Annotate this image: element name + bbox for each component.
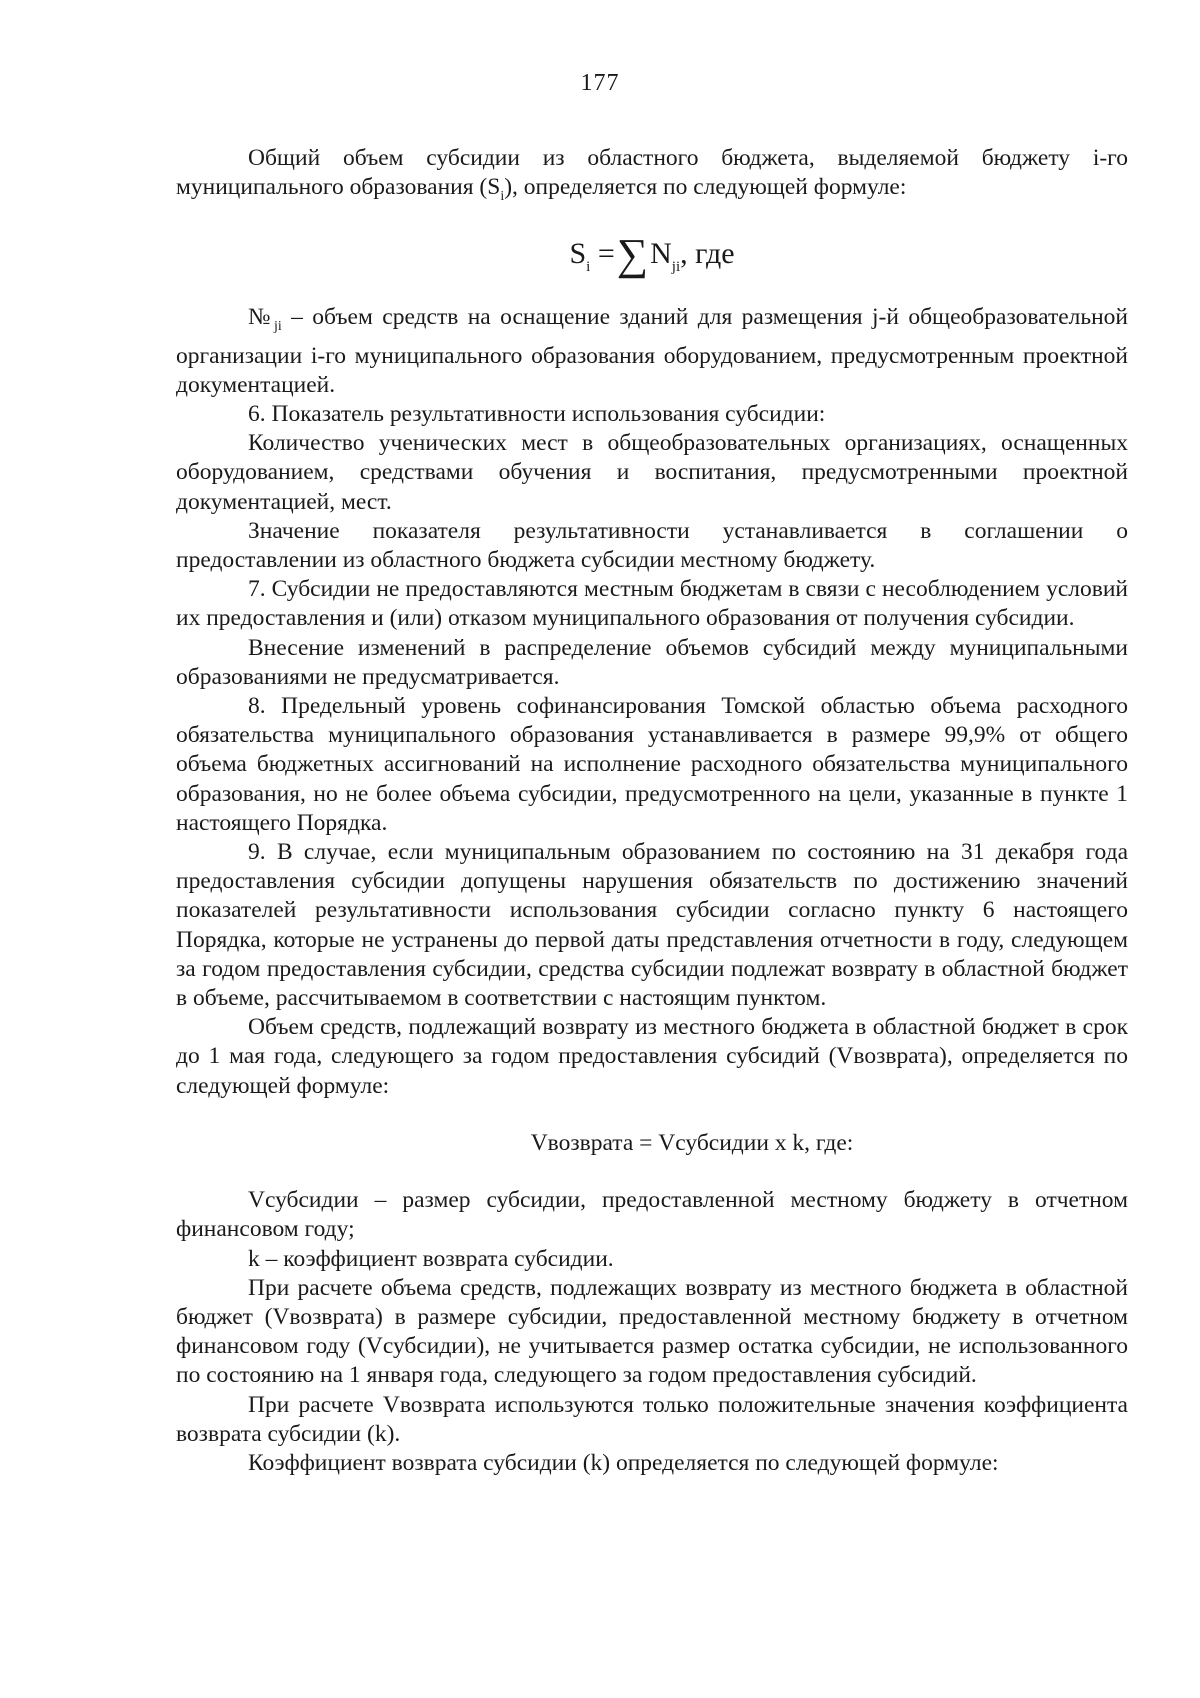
paragraph-text: ), определяется по следующей формуле: xyxy=(504,174,907,201)
paragraph-return-volume: Объем средств, подлежащий возврату из местного бюджета в областной бюджет в срок до 1 мая года, следующего за годом предоставления субсидий (Vвозврата), определяется по следующей формуле: xyxy=(176,1014,1128,1099)
formula-lhs: S xyxy=(569,237,587,271)
formula-equals: = xyxy=(597,237,615,271)
formula-v-return: Vвозврата = Vсубсидии x k, где: xyxy=(530,1129,854,1156)
paragraph-text: № xyxy=(248,304,274,331)
paragraph-calculation-note: При расчете объема средств, подлежащих возврату из местного бюджета в областной бюджет (Vвозврата) в размере субсидии, предоставленной местному бюджету в отчетном финансовом году (Vсубсидии), не учитывается размер остатка субсидии, не использованного по состоянию на 1 января года, следующего за годом предоставления субсидий. xyxy=(176,1274,1128,1389)
paragraph-total-subsidy xyxy=(176,144,1128,211)
formula-lhs-subscript: i xyxy=(586,259,591,276)
paragraph-k-definition: k – коэффициент возврата субсидии. xyxy=(248,1245,614,1272)
paragraph-nji-definition xyxy=(176,303,1128,400)
paragraph-student-places: Количество ученических мест в общеобразовательных организациях, оснащенных оборудованием, средствами обучения и воспитания, предусмотренными проектной документацией, мест. xyxy=(176,430,1128,515)
subscript: i xyxy=(500,189,505,205)
paragraph-indicator-value: Значение показателя результативности устанавливается в соглашении о предоставлении из областного бюджета субсидии местному бюджету. xyxy=(176,517,1128,574)
subscript: ji xyxy=(273,319,282,335)
paragraph-text: – объем средств на оснащение зданий для размещения j-й общеобразовательной организации i-го муниципального образования оборудованием, предусмотренным проектной документацией. xyxy=(176,304,1128,398)
formula-rhs: N xyxy=(650,237,672,271)
paragraph-section-8: 8. Предельный уровень софинансирования Томской областью объема расходного обязательства муниципального образования устанавливается в размере 99,9% от общего объема бюджетных ассигнований на исполнение расходного обязательства муниципального образования, но не более объема субсидии, предусмотренного на цели, указанные в пункте 1 настоящего Порядка. xyxy=(176,693,1128,836)
paragraph-v-subsidy-definition: Vсубсидии – размер субсидии, предоставленной местному бюджету в отчетном финансовом году; xyxy=(176,1187,1128,1243)
paragraph-changes: Внесение изменений в распределение объемов субсидий между муниципальными образованиями не предусматривается. xyxy=(176,634,1128,690)
formula-rhs-subscript: ji xyxy=(671,259,681,276)
page-number: 177 xyxy=(580,70,620,96)
paragraph-section-6: 6. Показатель результативности использования субсидии: xyxy=(248,401,826,428)
paragraph-k-formula-intro: Коэффициент возврата субсидии (k) определяется по следующей формуле: xyxy=(248,1449,999,1476)
sigma-symbol: ∑ xyxy=(616,230,649,280)
formula-suffix: , где xyxy=(680,237,735,271)
paragraph-text: Общий объем субсидии из областного бюджета, выделяемой бюджету i-го муниципального образования (S xyxy=(176,145,1128,201)
document-body xyxy=(176,144,1128,1478)
paragraph-positive-values: При расчете Vвозврата используются только положительные значения коэффициента возврата субсидии (k). xyxy=(176,1391,1128,1447)
paragraph-section-9: 9. В случае, если муниципальным образованием по состоянию на 31 декабря года предоставления субсидии допущены нарушения обязательств по достижению значений показателей результативности использования субсидии согласно пункту 6 настоящего Порядка, которые не устранены до первой даты представления отчетности в году, следующем за годом предоставления субсидии, средства субсидии подлежат возврату в областной бюджет в объеме, рассчитываемом в соответствии с настоящим пунктом. xyxy=(176,839,1128,1012)
formula-si xyxy=(176,219,1128,289)
paragraph-section-7: 7. Субсидии не предоставляются местным бюджетам в связи с несоблюдением условий их предоставления и (или) отказом муниципального образования от получения субсидии. xyxy=(176,576,1128,632)
